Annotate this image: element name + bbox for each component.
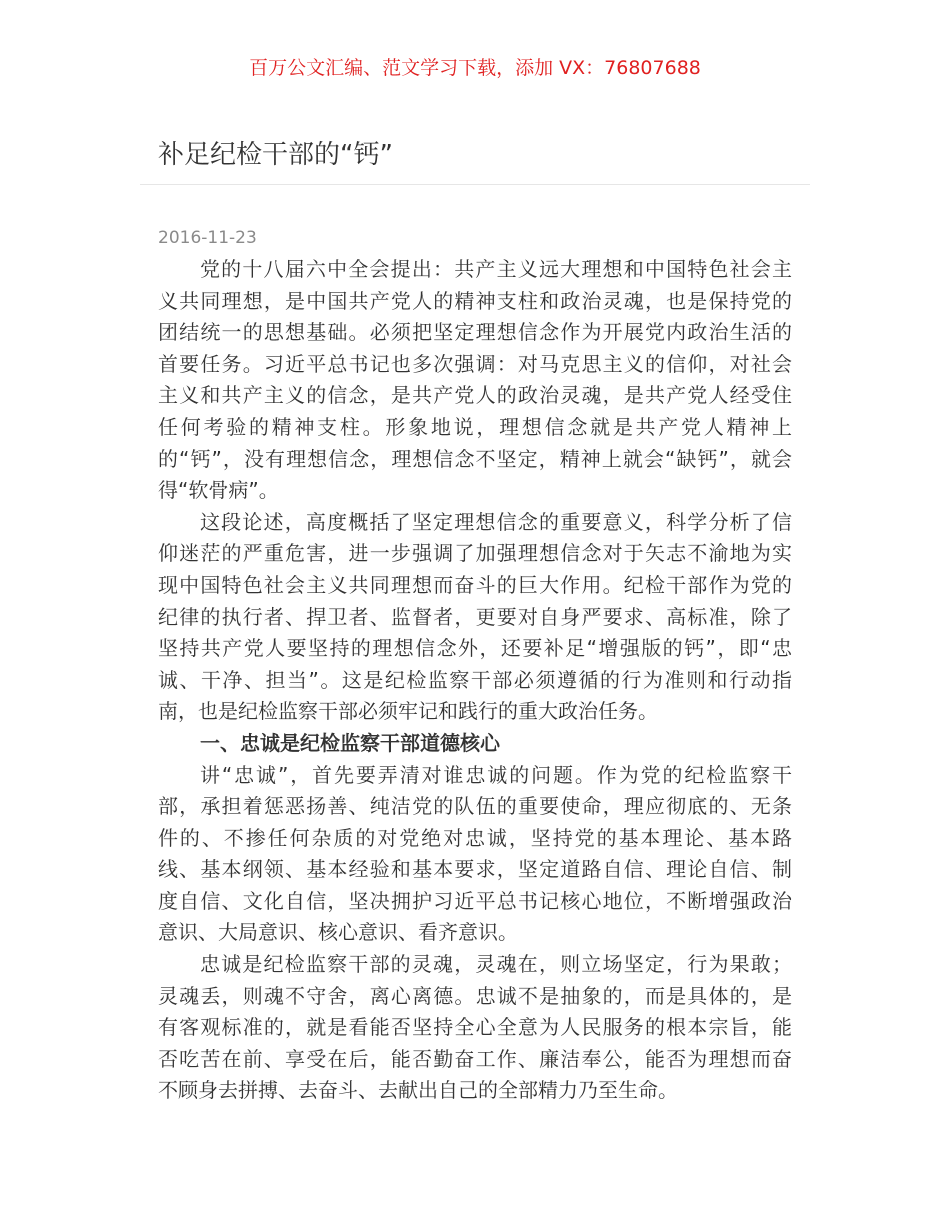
paragraph (158, 507, 792, 728)
paragraph-line: 灵魂丢，则魂不守舍，离心离德。忠诚不是抽象的，而是具体的，是 (158, 983, 792, 1008)
paragraph-line: 否吃苦在前、享受在后，能否勤奋工作、廉洁奉公，能否为理想而奋 (158, 1046, 792, 1071)
article-body (158, 254, 792, 1107)
paragraph-line: 部，承担着惩恶扬善、纯洁党的队伍的重要使命，理应彻底的、无条 (158, 794, 792, 819)
paragraph-line: 忠诚是纪检监察干部的灵魂，灵魂在，则立场坚定，行为果敢； (200, 952, 792, 977)
section-heading: 一、忠诚是纪检监察干部道德核心 (200, 730, 500, 755)
paragraph-line: 件的、不掺任何杂质的对党绝对忠诚，坚持党的基本理论、基本路 (158, 825, 792, 850)
paragraph-line: 坚持共产党人要坚持的理想信念外，还要补足“增强版的钙”，即“忠 (158, 636, 792, 661)
paragraph-line: 南，也是纪检监察干部必须牢记和践行的重大政治任务。 (158, 699, 658, 724)
paragraph-line: 仰迷茫的严重危害，进一步强调了加强理想信念对于矢志不渝地为实 (158, 541, 792, 566)
title-divider (140, 184, 810, 185)
paragraph-line: 度自信、文化自信，坚决拥护习近平总书记核心地位，不断增强政治 (158, 888, 792, 913)
paragraph-line: 纪律的执行者、捍卫者、监督者，更要对自身严要求、高标准，除了 (158, 604, 792, 629)
paragraph-line: 有客观标准的，就是看能否坚持全心全意为人民服务的根本宗旨，能 (158, 1015, 792, 1040)
paragraph-line: 任何考验的精神支柱。形象地说，理想信念就是共产党人精神上 (158, 414, 792, 439)
paragraph-line: 首要任务。习近平总书记也多次强调：对马克思主义的信仰，对社会 (158, 351, 792, 376)
paragraph-line: 讲“忠诚”，首先要弄清对谁忠诚的问题。作为党的纪检监察干 (200, 762, 792, 787)
paragraph-line: 现中国特色社会主义共同理想而奋斗的巨大作用。纪检干部作为党的 (158, 572, 792, 597)
paragraph-line: 线、基本纲领、基本经验和基本要求，坚定道路自信、理论自信、制 (158, 857, 792, 882)
paragraph-line: 的“钙”，没有理想信念，理想信念不坚定，精神上就会“缺钙”，就会 (158, 446, 792, 471)
paragraph (158, 949, 792, 1107)
paragraph (158, 254, 792, 507)
article-date: 2016-11-23 (158, 228, 257, 248)
paragraph-line: 不顾身去拼搏、去奋斗、去献出自己的全部精力乃至生命。 (158, 1078, 678, 1103)
paragraph-line: 意识、大局意识、核心意识、看齐意识。 (158, 920, 518, 945)
paragraph-line: 主义和共产主义的信念，是共产党人的政治灵魂，是共产党人经受住 (158, 383, 792, 408)
watermark-banner: 百万公文汇编、范文学习下载，添加 VX：76807688 (249, 57, 701, 79)
article-title: 补足纪检干部的“钙” (158, 140, 393, 170)
paragraph-line: 义共同理想，是中国共产党人的精神支柱和政治灵魂，也是保持党的 (158, 288, 792, 313)
paragraph-line: 团结统一的思想基础。必须把坚定理想信念作为开展党内政治生活的 (158, 320, 792, 345)
paragraph-line: 得“软骨病”。 (158, 478, 279, 503)
paragraph (158, 760, 792, 950)
paragraph-line: 这段论述，高度概括了坚定理想信念的重要意义，科学分析了信 (200, 509, 792, 534)
paragraph-line: 党的十八届六中全会提出：共产主义远大理想和中国特色社会主 (200, 257, 792, 281)
paragraph-line: 诚、干净、担当”。这是纪检监察干部必须遵循的行为准则和行动指 (158, 667, 792, 692)
